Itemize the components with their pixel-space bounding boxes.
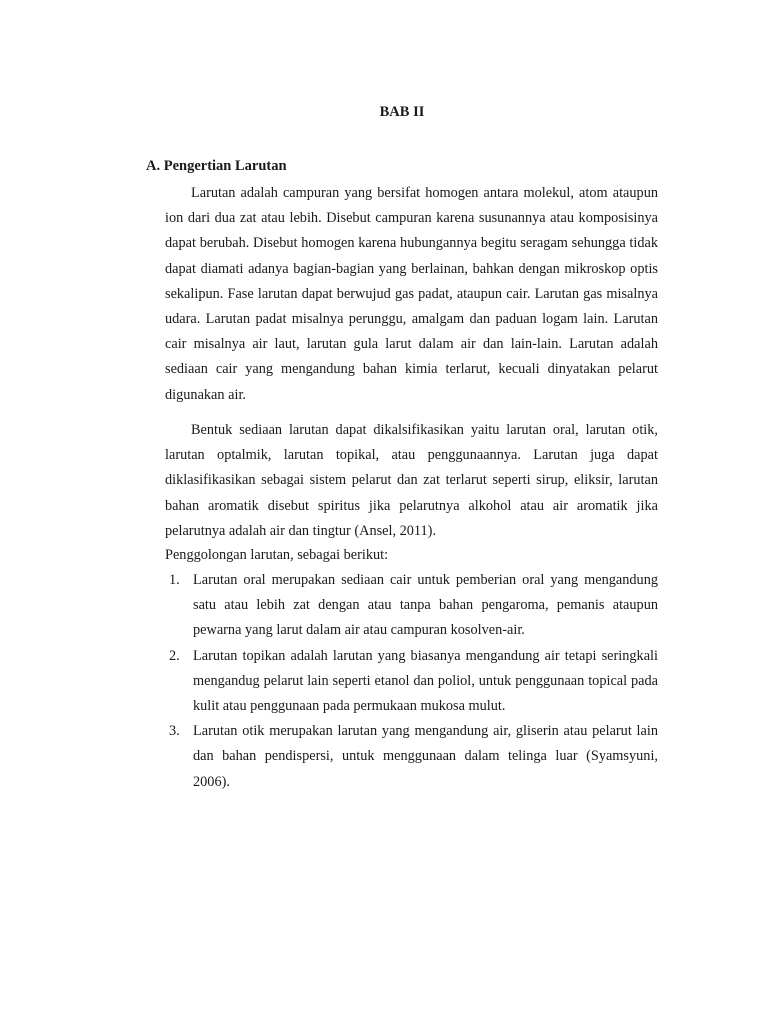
- list-item-text: Larutan otik merupakan larutan yang mengandung air, gliserin atau pelarut lain dan bahan pendispersi, untuk menggunaan dalam telinga luar (Syamsyuni, 2006).: [193, 723, 658, 790]
- list-item-text: Larutan topikan adalah larutan yang biasanya mengandung air tetapi seringkali mengandug pelarut lain seperti etanol dan poliol, untuk penggunaan topical pada kulit atau penggunaan pada permukaan mukosa mulut.: [193, 647, 658, 715]
- list-item-text: Larutan oral merupakan sediaan cair untuk pemberian oral yang mengandung satu atau lebih zat dengan atau tanpa bahan pengaroma, pemanis ataupun pewarna yang larut dalam air atau campuran kosolven-air.: [193, 572, 658, 639]
- list-item: [165, 568, 658, 644]
- list-item-number: 1.: [169, 572, 180, 588]
- list-item: [165, 644, 658, 720]
- paragraph-classification: Bentuk sediaan larutan dapat dikalsifikasikan yaitu larutan oral, larutan otik, larutan optalmik, larutan topikal, atau penggunaannya. Larutan juga dapat diklasifikasikan sebagai sistem pelarut dan zat terlarut seperti sirup, eliksir, larutan bahan aromatik disebut spiritus jika pelarutnya alkohol atau air aromatik jika pelarutnya adalah air dan tingtur (Ansel, 2011).: [165, 422, 658, 539]
- section-heading: A. Pengertian Larutan: [146, 158, 287, 174]
- list-item-number: 2.: [169, 647, 180, 664]
- list-intro: Penggolongan larutan, sebagai berikut:: [165, 547, 389, 563]
- list-item-number: 3.: [169, 723, 180, 740]
- paragraph-definition: Larutan adalah campuran yang bersifat homogen antara molekul, atom ataupun ion dari dua zat atau lebih. Disebut campuran karena susunannya atau komposisinya dapat berubah. Disebut homogen karena hubungannya begitu seragam sehungga tidak dapat diamati adanya bagian-bagian yang berlainan, bahkan dengan mikroskop optis sekalipun. Fase larutan dapat berwujud gas padat, ataupun cair. Larutan gas misalnya udara. Larutan padat misalnya perunggu, amalgam dan paduan logam lain. Larutan cair misalnya air laut, larutan gula larut dalam air dan lain-lain. Larutan adalah sediaan cair yang mengandung bahan kimia terlarut, kecuali dinyatakan pelarut digunakan air.: [165, 185, 658, 403]
- list-item: [165, 719, 658, 795]
- classification-list: [165, 568, 658, 795]
- chapter-title: BAB II: [379, 104, 425, 120]
